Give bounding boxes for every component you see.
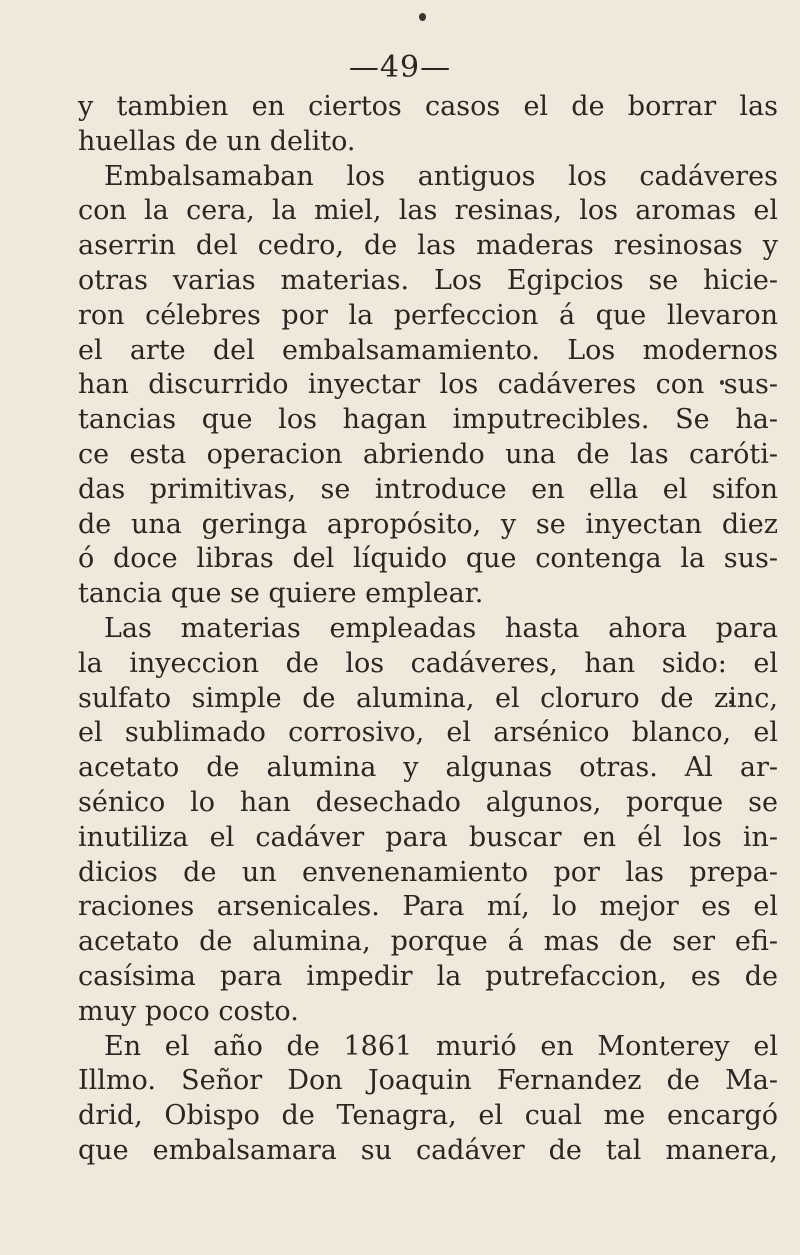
text-line: han discurrido inyectar los cadáveres con sus- bbox=[78, 369, 778, 401]
text-line: dicios de un envenenamiento por las prepa- bbox=[78, 856, 778, 888]
text-line: raciones arsenicales. Para mí, lo mejor es el bbox=[78, 891, 778, 923]
text-line: tancias que los hagan imputrecibles. Se ha- bbox=[78, 404, 778, 436]
text-line: tancia que se quiere emplear. bbox=[78, 578, 484, 610]
text-line: y tambien en ciertos casos el de borrar las bbox=[78, 91, 778, 122]
text-line: drid, Obispo de Tenagra, el cual me encargó bbox=[78, 1100, 778, 1132]
page-number: —49— bbox=[348, 50, 452, 85]
text-line: con la cera, la miel, las resinas, los aromas el bbox=[78, 195, 778, 227]
body-text bbox=[78, 90, 778, 1169]
text-line: Embalsamaban los antiguos los cadáveres bbox=[104, 160, 778, 192]
text-line: el arte del embalsamamiento. Los modernos bbox=[78, 334, 778, 366]
text-line: sénico lo han desechado algunos, porque se bbox=[78, 786, 778, 818]
text-line: acetato de alumina, porque á mas de ser efi- bbox=[78, 926, 778, 958]
text-line: de una geringa apropósito, y se inyectan diez bbox=[78, 508, 778, 540]
text-line: acetato de alumina y algunas otras. Al ar- bbox=[78, 752, 778, 784]
text-line: ce esta operacion abriendo una de las caróti- bbox=[78, 438, 778, 470]
text-line: aserrin del cedro, de las maderas resinosas y bbox=[78, 230, 778, 262]
text-line: Illmo. Señor Don Joaquin Fernandez de Ma- bbox=[78, 1065, 778, 1097]
text-line: sulfato simple de alumina, el cloruro de zinc, bbox=[78, 682, 778, 714]
text-line: el sublimado corrosivo, el arsénico blanco, el bbox=[78, 717, 778, 749]
text-line: das primitivas, se introduce en ella el sifon bbox=[78, 473, 778, 505]
text-line: ron célebres por la perfeccion á que llevaron bbox=[78, 299, 778, 331]
text-line: otras varias materias. Los Egipcios se hicie- bbox=[78, 264, 778, 296]
text-line: Las materias empleadas hasta ahora para bbox=[104, 612, 778, 644]
text-line: ó doce libras del líquido que contenga la sus- bbox=[78, 543, 778, 575]
text-line: la inyeccion de los cadáveres, han sido: el bbox=[78, 647, 778, 679]
text-line: En el año de 1861 murió en Monterey el bbox=[104, 1030, 778, 1062]
text-line: inutiliza el cadáver para buscar en él los in- bbox=[78, 821, 778, 853]
text-line: casísima para impedir la putrefaccion, es de bbox=[78, 960, 778, 992]
text-line: que embalsamara su cadáver de tal manera, bbox=[78, 1134, 778, 1166]
text-line: huellas de un delito. bbox=[78, 125, 356, 157]
ink-speck bbox=[419, 13, 426, 21]
text-line: muy poco costo. bbox=[78, 995, 299, 1027]
